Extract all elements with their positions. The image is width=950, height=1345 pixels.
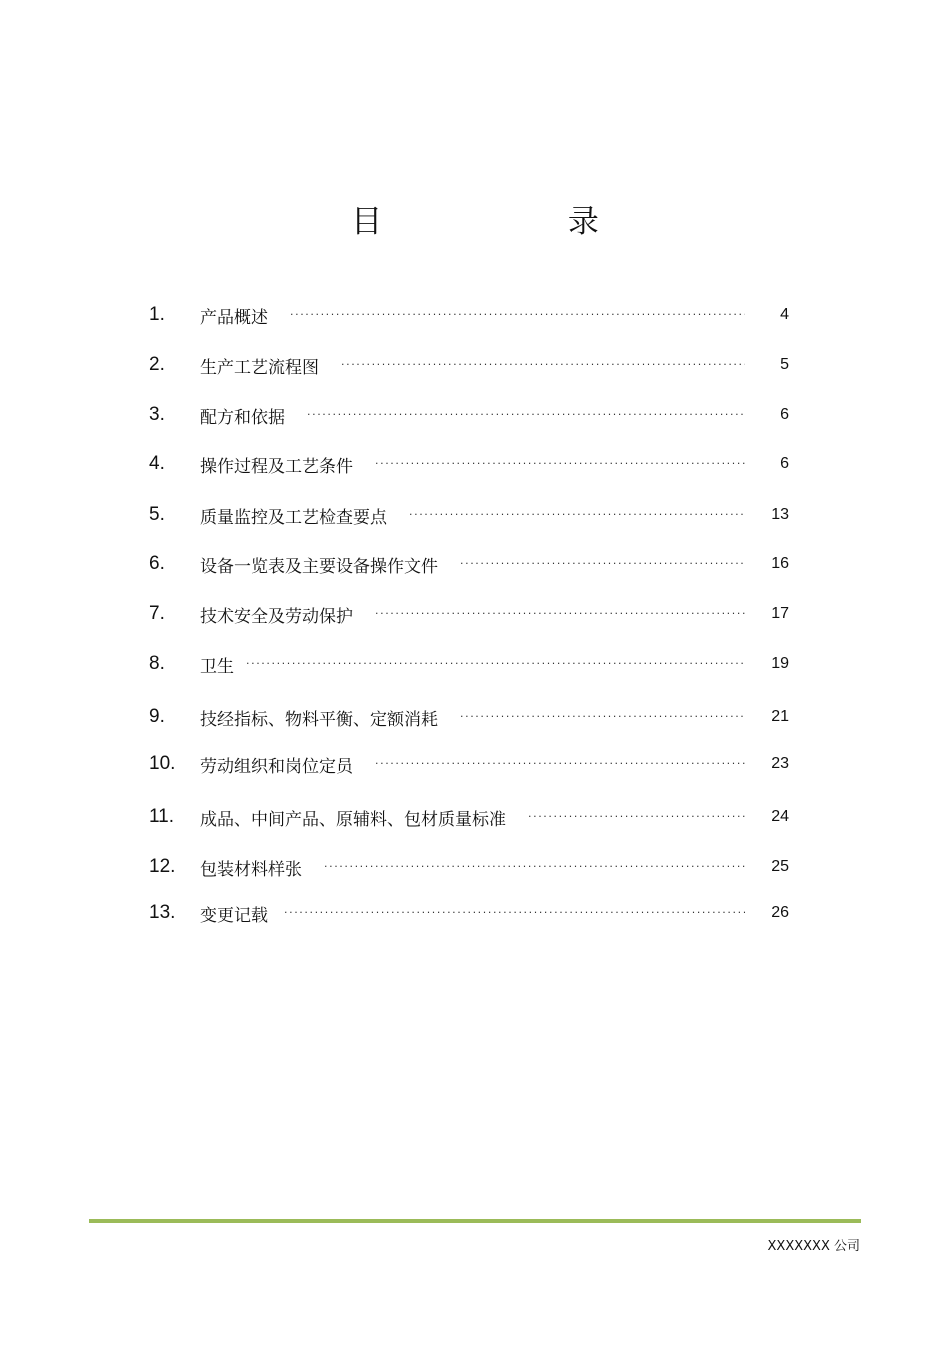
toc-entry-8[interactable]: [149, 651, 789, 677]
toc-entry-number: 4.: [149, 453, 165, 474]
toc-entry-2[interactable]: [149, 352, 789, 378]
toc-entry-label: 设备一览表及主要设备操作文件: [200, 556, 438, 577]
dot-leader: [528, 804, 745, 830]
toc-entry-number: 13.: [149, 902, 176, 923]
dot-leader: [246, 651, 745, 677]
toc-entry-number: 8.: [149, 653, 165, 674]
toc-entry-page: 6: [780, 406, 789, 423]
dot-leader: [409, 502, 745, 528]
toc-entry-page: 25: [771, 858, 789, 875]
dot-leader: [324, 854, 745, 880]
dot-leader: [460, 551, 745, 577]
toc-entry-7[interactable]: [149, 601, 789, 627]
toc-entry-label: 卫生: [200, 656, 234, 677]
toc-entry-5[interactable]: [149, 502, 789, 528]
toc-entry-page: 6: [780, 455, 789, 472]
dot-leader: [375, 451, 745, 477]
toc-entry-number: 5.: [149, 504, 165, 525]
toc-entry-page: 16: [771, 555, 789, 572]
toc-entry-page: 13: [771, 506, 789, 523]
dot-leader: [341, 352, 745, 378]
toc-entry-label: 变更记载: [200, 905, 268, 926]
toc-entry-number: 6.: [149, 553, 165, 574]
toc-entry-number: 3.: [149, 404, 165, 425]
toc-entry-page: 19: [771, 655, 789, 672]
toc-entry-label: 技术安全及劳动保护: [200, 606, 353, 627]
dot-leader: [375, 751, 745, 777]
dot-leader: [290, 302, 745, 328]
toc-entry-page: 4: [780, 306, 789, 323]
footer-company-name: XXXXXXX 公司: [767, 1239, 860, 1254]
toc-entry-label: 质量监控及工艺检查要点: [200, 507, 387, 528]
toc-entry-label: 生产工艺流程图: [200, 357, 319, 378]
toc-entry-label: 成品、中间产品、原辅料、包材质量标准: [200, 809, 506, 830]
toc-entry-page: 21: [771, 708, 789, 725]
toc-entry-6[interactable]: [149, 551, 789, 577]
toc-entry-12[interactable]: [149, 854, 789, 880]
toc-entry-label: 产品概述: [200, 307, 268, 328]
toc-entry-page: 26: [771, 904, 789, 921]
toc-entry-9[interactable]: [149, 704, 789, 730]
toc-entry-page: 17: [771, 605, 789, 622]
toc-entry-page: 24: [771, 808, 789, 825]
toc-entry-number: 7.: [149, 603, 165, 624]
toc-entry-1[interactable]: [149, 302, 789, 328]
dot-leader: [284, 900, 745, 926]
toc-entry-number: 11.: [149, 806, 175, 827]
toc-entry-label: 劳动组织和岗位定员: [200, 756, 353, 777]
toc-entry-13[interactable]: [149, 900, 789, 926]
dot-leader: [460, 704, 745, 730]
dot-leader: [307, 402, 745, 428]
toc-entry-label: 配方和依据: [200, 407, 285, 428]
toc-entry-number: 9.: [149, 706, 165, 727]
toc-entry-11[interactable]: [149, 804, 789, 830]
toc-entry-label: 操作过程及工艺条件: [200, 456, 353, 477]
toc-entry-number: 1.: [149, 304, 165, 325]
footer-rule: [89, 1219, 861, 1223]
toc-title: 目 录: [351, 204, 687, 240]
toc-entry-10[interactable]: [149, 751, 789, 777]
toc-entry-number: 2.: [149, 354, 165, 375]
dot-leader: [375, 601, 745, 627]
toc-entry-3[interactable]: [149, 402, 789, 428]
toc-entry-label: 技经指标、物料平衡、定额消耗: [200, 709, 438, 730]
toc-entry-number: 12.: [149, 856, 176, 877]
toc-entry-label: 包装材料样张: [200, 859, 302, 880]
toc-entry-page: 5: [780, 356, 789, 373]
toc-entry-page: 23: [771, 755, 789, 772]
toc-entry-4[interactable]: [149, 451, 789, 477]
toc-entry-number: 10.: [149, 753, 176, 774]
